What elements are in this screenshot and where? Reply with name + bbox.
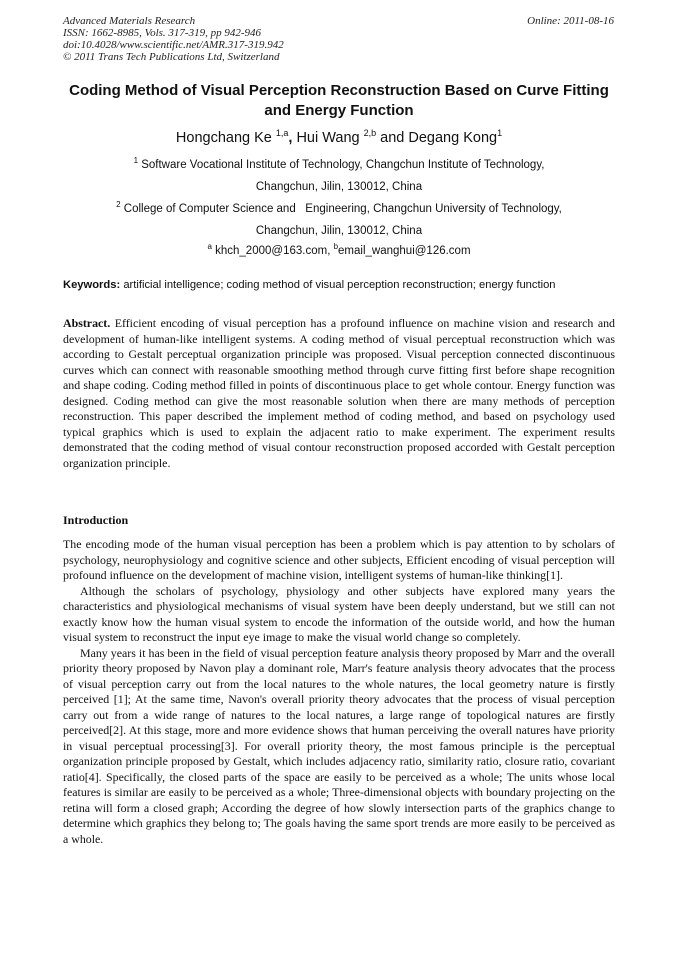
affiliation-1 bbox=[63, 156, 615, 171]
author-name: Hongchang Ke bbox=[175, 130, 272, 146]
author-name: Degang Kong bbox=[408, 130, 498, 146]
email-line bbox=[63, 242, 615, 257]
author-sup: 1,a bbox=[275, 128, 289, 138]
affiliation-sup: 2 bbox=[116, 200, 121, 209]
doi-line: doi:10.4028/www.scientific.net/AMR.317-319.942 bbox=[63, 39, 284, 51]
journal-name: Advanced Materials Research bbox=[63, 15, 196, 27]
section-heading-introduction: Introduction bbox=[63, 513, 129, 527]
paragraph: The encoding mode of the human visual perception has been a problem which is pay attention to by scholars of psychology, neurophysiology and cognitive science and other subjects, Efficient encoding of visual perception will profound influence on the development of machine vision, intelligent systems of human-like thinking[1]. bbox=[63, 537, 615, 582]
affiliation-2 bbox=[63, 200, 615, 215]
email-address: khch_2000@163.com bbox=[215, 245, 328, 257]
email-address: email_wanghui@126.com bbox=[338, 245, 471, 257]
affiliation-2-city: Changchun, Jilin, 130012, China bbox=[255, 225, 423, 237]
abstract-text: Efficient encoding of visual perception has a profound influence on machine vision and research and development of human-like intelligent systems. A coding method of visual perceptual reconstruction which was according to Gestalt perceptual organization principle was proposed. Visual perception connected discontinuous curves which can connect with reasonable smoothing method through curve fitting first before shape recognition and shape coding. Coding method filled in points of discontinuous place to get whole contour. Energy function was designed. Coding method can give the most reasonable solution when there are many methods of perception reconstruction. This paper described the implement method of coding method, and based on psychology used typical graphics which is used to explain the adjacent ratio to make experiment. The experiment results demonstrated that the coding method of visual contour reconstruction proposed accorded with Gestalt perception organization principle. bbox=[63, 316, 615, 470]
keywords bbox=[63, 279, 615, 291]
author-separator: , bbox=[288, 130, 297, 146]
affiliation-sup: 1 bbox=[133, 156, 139, 165]
email-sup: b bbox=[333, 242, 339, 251]
author-sup: 1 bbox=[497, 128, 503, 138]
affiliation-line: Software Vocational Institute of Technology, Changchun Institute of Technology, bbox=[141, 159, 545, 171]
copyright-line: © 2011 Trans Tech Publications Ltd, Switzerland bbox=[63, 51, 280, 63]
paragraph: Although the scholars of psychology, physiology and other subjects have explored many years the characteristics and physiological mechanisms of visual system have been deeply understand, but we still can not exactly know how the human visual system to encode the information of the outside world, and how the human visual system to reconstruct the input eye image to make the visual world change so completely. bbox=[63, 583, 615, 644]
keywords-label: Keywords: bbox=[63, 279, 121, 291]
issn-line: ISSN: 1662-8985, Vols. 317-319, pp 942-946 bbox=[63, 27, 261, 39]
affiliation-1-city: Changchun, Jilin, 130012, China bbox=[255, 181, 423, 193]
abstract bbox=[63, 316, 615, 471]
author-name: Hui Wang bbox=[296, 130, 360, 146]
affiliation-line: College of Computer Science and Engineering, Changchun University of Technology, bbox=[123, 203, 562, 215]
paper-title: Coding Method of Visual Perception Reconstruction Based on Curve Fitting and Energy Function bbox=[69, 82, 609, 119]
email-sup: a bbox=[207, 242, 212, 251]
paragraph: Many years it has been in the field of visual perception feature analysis theory proposed by Marr and the overall priority theory proposed by Navon play a dominant role, Marr's feature analysis theory advocates that the process of visual perception carry out from the local natures to the whole natures, the local geometry nature is firstly perceived [1]; At the same time, Navon's overall priority theory advocates that the process of visual perception carry out from a wide range of natures to the local natures, a large range of topological natures are firstly perceived[2]. At this stage, more and more evidence shows that human perceiving the overall natures have priority in visual perceptual processing[3]. For overall priority theory, the most famous principle is the perceptual organization principle proposed by Gestalt, which includes adjacency ratio, similarity ratio, closure ratio, covariant ratio[4]. Specifically, the closed parts of the space are easily to be perceived as a whole; The units whose local features is similar are easily to be perceived as a whole; Three-dimensional objects with boundary projecting on the retina will form a closed graph; According the degree of how slowly intersection parts of the graphics change to determine which graphics they belong to; The goals having the same sport trends are more easily to be perceived as a whole. bbox=[63, 645, 615, 846]
keywords-text: artificial intelligence; coding method of visual perception reconstruction; energy function bbox=[123, 279, 556, 291]
online-date: Online: 2011-08-16 bbox=[527, 15, 614, 27]
author-list bbox=[63, 130, 615, 146]
author-separator: and bbox=[376, 130, 409, 146]
journal-header bbox=[63, 15, 284, 63]
author-sup: 2,b bbox=[363, 128, 377, 138]
email-separator: , bbox=[327, 245, 334, 257]
abstract-label: Abstract. bbox=[63, 316, 111, 330]
introduction-body bbox=[63, 537, 615, 847]
